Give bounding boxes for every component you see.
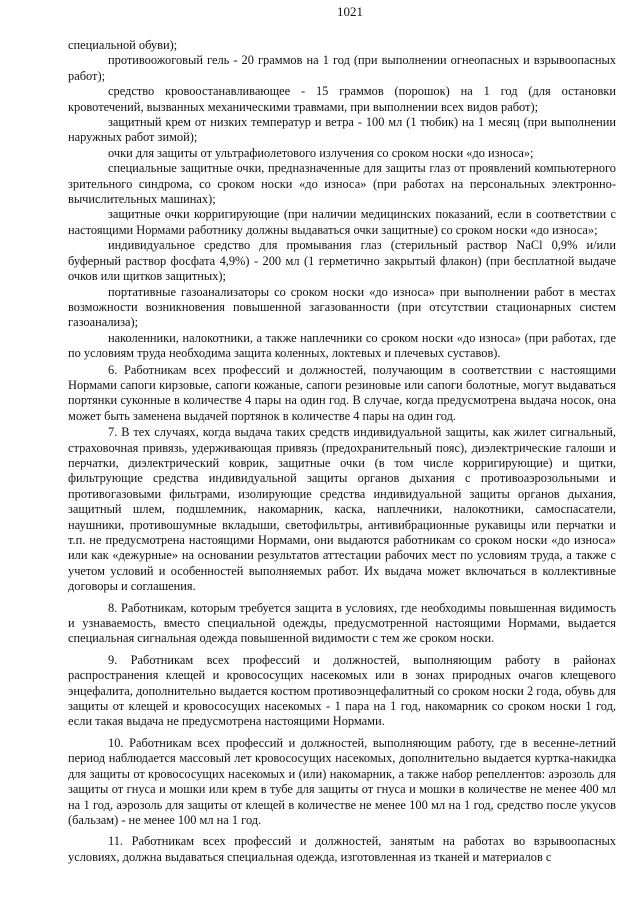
list-item: наколенники, налокотники, а также наплечники со сроком носки «до износа» (при работах, где по условиям труда необходима защита коленных, локтевых и плечевых суставов). — [68, 330, 616, 361]
clause-6: 6. Работникам всех профессий и должностей, получающим в соответствии с настоящими Нормами сапоги кирзовые, сапоги кожаные, сапоги резиновые или сапоги болотные, могут выдаваться портянки суконные в количестве 4 пары на один год. В случае, когда предусмотрена выдача носок, она может быть заменена выдачей портянок в количестве 4 пары на один год. — [68, 362, 616, 423]
list-item: очки для защиты от ультрафиолетового излучения со сроком носки «до износа»; — [108, 145, 534, 160]
list-item: противоожоговый гель - 20 граммов на 1 год (при выполнении огнеопасных и взрывоопасных работ); — [68, 53, 616, 83]
clause-7: 7. В тех случаях, когда выдача таких средств индивидуальной защиты, как жилет сигнальный, страховочная привязь, удерживающая привязь (предохранительный пояс), диэлектрические галоши и перчатки, диэлектрический коврик, защитные очки (в том числе корригирующие) и щитки, фильтрующие средства индивидуальной защиты органов дыхания с противоаэрозольными и противогазовыми фильтрами, изолирующие средства индивидуальной защиты органов дыхания, защитный шлем, подшлемник, накомарник, каска, наплечники, налокотники, самоспасатели, наушники, противошумные вкладыши, светофильтры, антивибрационные рукавицы или перчатки и т.п. не предусмотрена настоящими Нормами, они выдаются работникам со сроком носки «до износа» или как «дежурные» на основании результатов аттестации рабочих мест по условиям труда, а также с учетом условий и особенностей выполняемых работ. Их выдача может включаться в коллективные договоры и соглашения. — [68, 425, 616, 594]
clause-9: 9. Работникам всех профессий и должностей, выполняющим работу в районах распространения клещей и кровососущих насекомых или в зонах природных очагов клещевого энцефалита, дополнительно выдается костюм противоэнцефалитный со сроком носки 2 года, обувь для защиты от клещей и кровососущих насекомых - 1 пара на 1 год, накомарник со сроком носки 1 год, если такая выдача не предусмотрена настоящими Нормами. — [68, 652, 616, 729]
page-number: 1021 — [337, 4, 363, 19]
list-item: индивидуальное средство для промывания глаз (стерильный раствор NaCl 0,9% и/или буферный раствор фосфата 4,9%) - 200 мл (1 герметично закрытый флакон) (при бесплатной выдаче очков или щитков защитных); — [68, 238, 616, 284]
clause-11: 11. Работникам всех профессий и должностей, занятым на работах во взрывоопасных условиях, должна выдаваться специальная одежда, изготовленная из тканей и материалов с — [68, 834, 616, 864]
paragraph-continuation: специальной обуви); — [68, 38, 178, 52]
list-item: средство кровоостанавливающее - 15 граммов (порошок) на 1 год (для остановки кровотечений, вызванных механическими травмами, при выполнении всех видов работ); — [68, 84, 616, 114]
clause-8: 8. Работникам, которым требуется защита в условиях, где необходимы повышенная видимость и узнаваемость, вместо специальной одежды, предусмотренной настоящими Нормами, выдается специальная сигнальная одежда повышенной видимости с тем же сроком носки. — [68, 600, 616, 646]
list-item: специальные защитные очки, предназначенные для защиты глаз от проявлений компьютерного зрительного синдрома, со сроком носки «до износа» (при работах на персональных электронно-вычислительных машинах); — [68, 161, 616, 207]
list-item: защитные очки корригирующие (при наличии медицинских показаний, если в соответствии с настоящими Нормами работнику должны выдаваться очки защитные) со сроком носки «до износа»; — [68, 207, 616, 237]
list-item: защитный крем от низких температур и ветра - 100 мл (1 тюбик) на 1 месяц (при выполнении наружных работ зимой); — [68, 115, 616, 145]
list-item: портативные газоанализаторы со сроком носки «до износа» при выполнении работ в местах возможности возникновения повышенной загазованности (при отсутствии стационарных систем газоанализа); — [68, 284, 616, 330]
clause-10: 10. Работникам всех профессий и должностей, выполняющим работу, где в весенне-летний период наблюдается массовый лет кровососущих насекомых, дополнительно выдается куртка-накидка для защиты от кровососущих насекомых и (или) накомарник, а также набор репеллентов: аэрозоль для защиты от гнуса и мошки или крем в тубе для защиты от гнуса и мошки в количестве не менее 400 мл на 1 год, аэрозоль для защиты от клещей в количестве не менее 100 мл на 1 год, средство после укусов (бальзам) - не менее 100 мл на 1 год. — [68, 735, 616, 827]
